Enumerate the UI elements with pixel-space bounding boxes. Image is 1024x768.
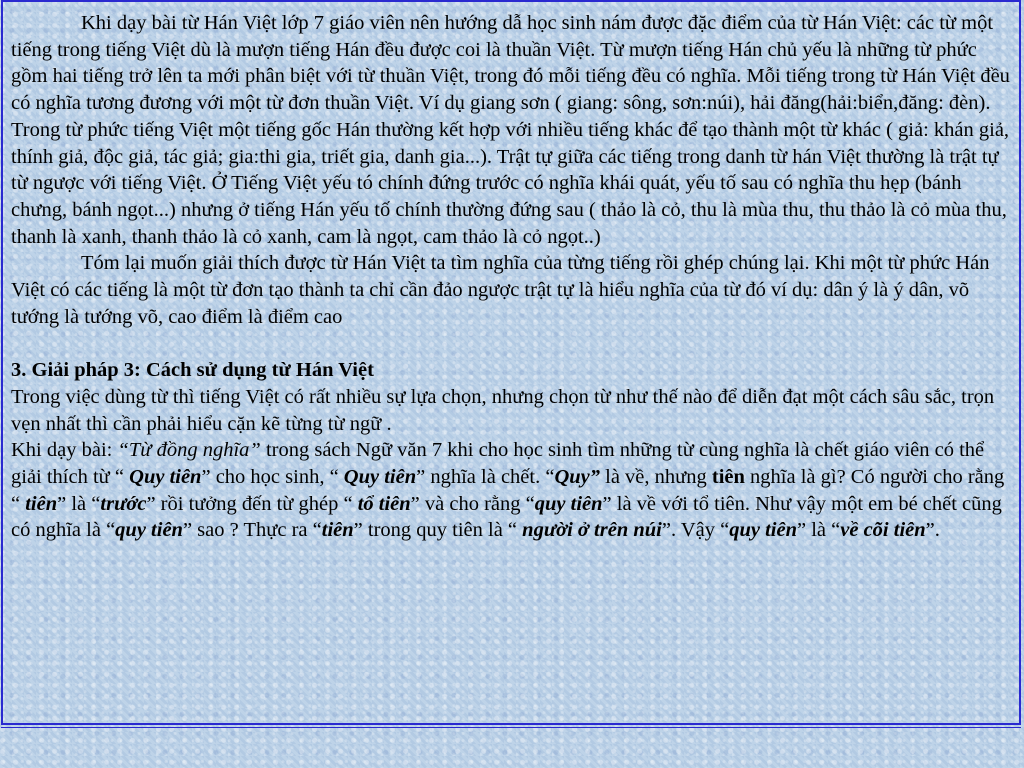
term-quy: Quy” <box>554 465 600 488</box>
text-run: ” sao ? Thực ra “ <box>182 519 322 542</box>
paragraph-4 <box>11 437 1014 544</box>
paragraph-1: Khi dạy bài từ Hán Việt lớp 7 giáo viên nên hướng dẫ học sinh nám được đặc điểm của từ Hán Việt: các từ một tiếng trong tiếng Việt dù là mượn tiếng Hán đều được coi là thuần Việt. Từ mượn tiếng Hán chủ yếu là những từ phức gồm hai tiếng trở lên ta mới phân biệt với từ thuần Việt, trong đó mỗi tiếng đều có nghĩa. Mỗi tiếng trong từ Hán Việt đều có nghĩa tương đương với một từ đơn thuần Việt. Ví dụ giang sơn ( giang: sông, sơn:núi), hải đăng(hải:biển,đăng: đèn). Trong từ phức tiếng Việt một tiếng gốc Hán thường kết hợp với nhiều tiếng khác để tạo thành một từ khác ( giả: khán giả, thính giả, độc giả, tác giả; gia:thi gia, triết gia, danh gia...). Trật tự giữa các tiếng trong danh từ hán Việt thường là trật tự từ ngược với tiếng Việt. Ở Tiếng Việt yếu tó chính đứng trước có nghĩa khái quát, yếu tố sau có nghĩa thu hẹp (bánh chưng, bánh ngọt...) nhưng ở tiếng Hán yếu tố chính thường đứng sau ( thảo là cỏ, thu là mùa thu, thu thảo là cỏ mùa thu, thanh là xanh, thanh thảo là cỏ xanh, cam là ngọt, cam thảo là cỏ ngọt..) <box>11 12 1010 248</box>
term-to-tien: tổ tiên <box>357 492 411 515</box>
text-run: ” và cho rằng “ <box>410 492 535 515</box>
term-truoc: trước <box>100 492 147 515</box>
term-tien: tiên <box>711 465 745 488</box>
text-run: là về, nhưng <box>600 465 712 488</box>
text-run: nghĩa là gì? Có người cho rằng “ <box>11 465 1005 515</box>
paragraph-3: Trong việc dùng từ thì tiếng Việt có rất nhiều sự lựa chọn, nhưng chọn từ như thế nào để diễn đạt một cách sâu sắc, trọn vẹn nhất thì cần phải hiểu cặn kẽ từng từ ngữ . <box>11 385 995 435</box>
slide-content <box>11 10 1014 544</box>
text-run: ” là “ <box>797 519 841 542</box>
spacer <box>11 330 1014 357</box>
text-run: Khi dạy bài: <box>11 439 118 462</box>
text-run: ” là “ <box>57 492 101 515</box>
text-run: ”. <box>925 519 940 542</box>
term-quy-tien: Quy tiên <box>129 465 202 488</box>
text-run: trong sách Ngữ văn 7 khi cho học sinh tìm những từ cùng nghĩa là chết giáo viên có thể giải thích từ “ <box>11 439 985 488</box>
section-heading: 3. Giải pháp 3: Cách sử dụng từ Hán Việt <box>11 359 374 382</box>
term-quy-tien: Quy tiên <box>343 465 417 488</box>
text-run: ” trong quy tiên là “ <box>353 519 523 542</box>
term-tien: tiên <box>25 492 58 515</box>
term-tien: tiên <box>321 519 354 542</box>
term-quy-tien: quy tiên <box>729 519 797 542</box>
text-run: ” là về với tổ tiên. Như vậy một em bé chết cũng có nghĩa là “ <box>11 492 1002 542</box>
bottom-rule <box>1 727 1021 728</box>
term-quy-tien: quy tiên <box>115 519 183 542</box>
paragraph-2: Tóm lại muốn giải thích được từ Hán Việt ta tìm nghĩa của từng tiếng rồi ghép chúng lại. Khi một từ phức Hán Việt có các tiếng là một từ đơn tạo thành ta chỉ cần đảo ngược trật tự là hiểu nghĩa của từ đó ví dụ: dân ý là ý dân, võ tướng là tướng võ, cao điểm là điểm cao <box>11 252 990 328</box>
text-run: ” cho học sinh, “ <box>201 465 344 488</box>
term-quy-tien: quy tiên <box>534 492 603 515</box>
text-run: ”. Vậy “ <box>661 519 730 542</box>
lesson-title: “Từ đồng nghĩa” <box>117 439 261 462</box>
term-nguoi-o-tren-nui: người ở trên núi <box>522 519 662 542</box>
term-ve-coi-tien: về cõi tiên <box>840 519 926 542</box>
text-run: ” rồi tưởng đến từ ghép “ <box>146 492 358 515</box>
text-run: ” nghĩa là chết. “ <box>416 465 555 488</box>
